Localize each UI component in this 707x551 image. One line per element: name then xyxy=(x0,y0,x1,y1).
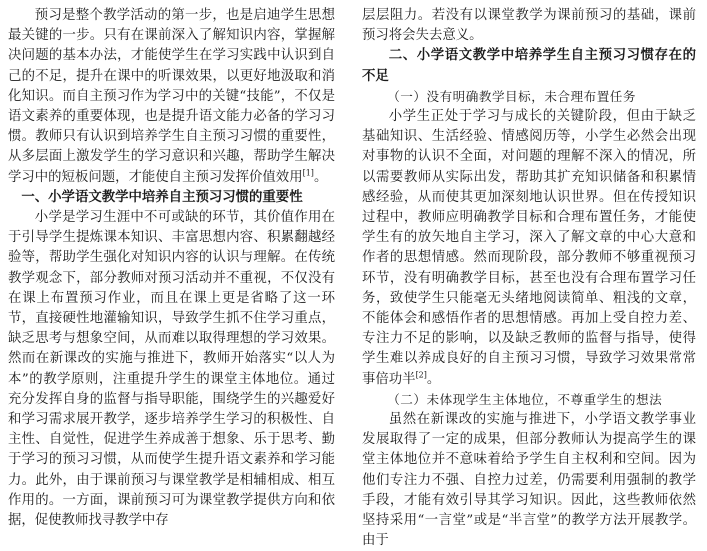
body-paragraph-2: 小学生正处于学习与成长的关键阶段，但由于缺乏基础知识、生活经验、情感阅历等，小学生必然会出现对事物的认识不全面，对问题的理解不深入的情况，所以需要教师从实际出发，帮助其扩充知识储备和积累情感经验，从而使其更加深刻地认识世界。但在传授知识过程中，教师应明确教学目标和合理布置任务，才能使学生有的放矢地自主学习，深入了解文章的中心大意和作者的思想情感。然而现阶段，部分教师不够重视预习环节，没有明确教学目标，甚至也没有合理布置学习任务，致使学生只能毫无头绪地阅读简单、粗浅的文章，不能体会和感悟作者的思想情感。再加上受自控力差、专注力不足的影响，以及缺乏教师的监督与指导，使得学生难以养成良好的自主预习习惯，导致学习效果常常事倍功半[2]。 xyxy=(362,109,696,387)
right-column xyxy=(362,6,696,551)
intro-paragraph: 预习是整个教学活动的第一步，也是启迪学生思想最关键的一步。只有在课前深入了解知识内容，掌握解决问题的基本办法，才能使学生在学习实践中认识到自己的不足，提升在课中的听课效果，以更好地汲取和消化知识。而自主预习作为学习中的关键“技能”，不仅是语文素养的重要体现，也是提升语文能力必备的学习习惯。教师只有认识到培养学生自主预习习惯的重要性，从多层面上激发学生的学习意识和兴趣，帮助学生解决学习中的短板问题，才能使自主预习发挥价值效用[1]。 xyxy=(8,8,335,185)
section-heading-2: 二、小学语文教学中培养学生自主预习习惯存在的不足 xyxy=(362,48,696,84)
left-column xyxy=(8,6,335,531)
subsection-heading-2: （二）未体现学生主体地位，不尊重学生的想法 xyxy=(387,391,663,407)
body-paragraph-3: 虽然在新课改的实施与推进下，小学语文教学事业发展取得了一定的成果，但部分教师认为提高学生的课堂主体地位并不意味着给予学生自主权利和空间。因为他们专注力不强、自控力过差，仍需要利用强制的教学手段，才能有效引导其学习知识。因此，这些教师依然坚持采用“一言堂”或是“半言堂”的教学方法开展教学。由于 xyxy=(362,412,696,549)
section-heading-1: 一、小学语文教学中培养自主预习习惯的重要性 xyxy=(21,189,303,205)
citation-ref-1[interactable]: [1] xyxy=(302,168,314,178)
citation-ref-2[interactable]: [2] xyxy=(415,370,427,380)
subsection-heading-1: （一）没有明确教学目标，未合理布置任务 xyxy=(387,88,636,104)
continued-paragraph: 层层阻力。若没有以课堂教学为课前预习的基础，课前预习将会失去意义。 xyxy=(362,8,696,44)
body-paragraph-1: 小学是学习生涯中不可或缺的环节，其价值作用在于引导学生提炼课本知识、丰富思想内容、积累翻越经验等，帮助学生强化对知识内容的认识与理解。在传统教学观念下，部分教师对预习活动并不重视，不仅没有在课上布置预习作业，而且在课上更是省略了这一环节，直接硬性地灌输知识，导致学生抓不住学习重点，缺乏思考与想象空间，从而难以取得理想的学习效果。然而在新课改的实施与推进下，教师开始落实“以人为本”的教学原则，注重提升学生的课堂主体地位。通过充分发挥自身的监督与指导职能，围绕学生的兴趣爱好和学习需求展开教学，逐步培养学生学习的积极性、自主性、自觉性，促进学生养成善于想象、乐于思考、勤于学习的预习习惯，从而使学生提升语文素养和学习能力。此外，由于课前预习与课堂教学是相辅相成、相互作用的。一方面，课前预习可为课堂教学提供方向和依据，促使教师找寻教学中存 xyxy=(8,210,335,529)
